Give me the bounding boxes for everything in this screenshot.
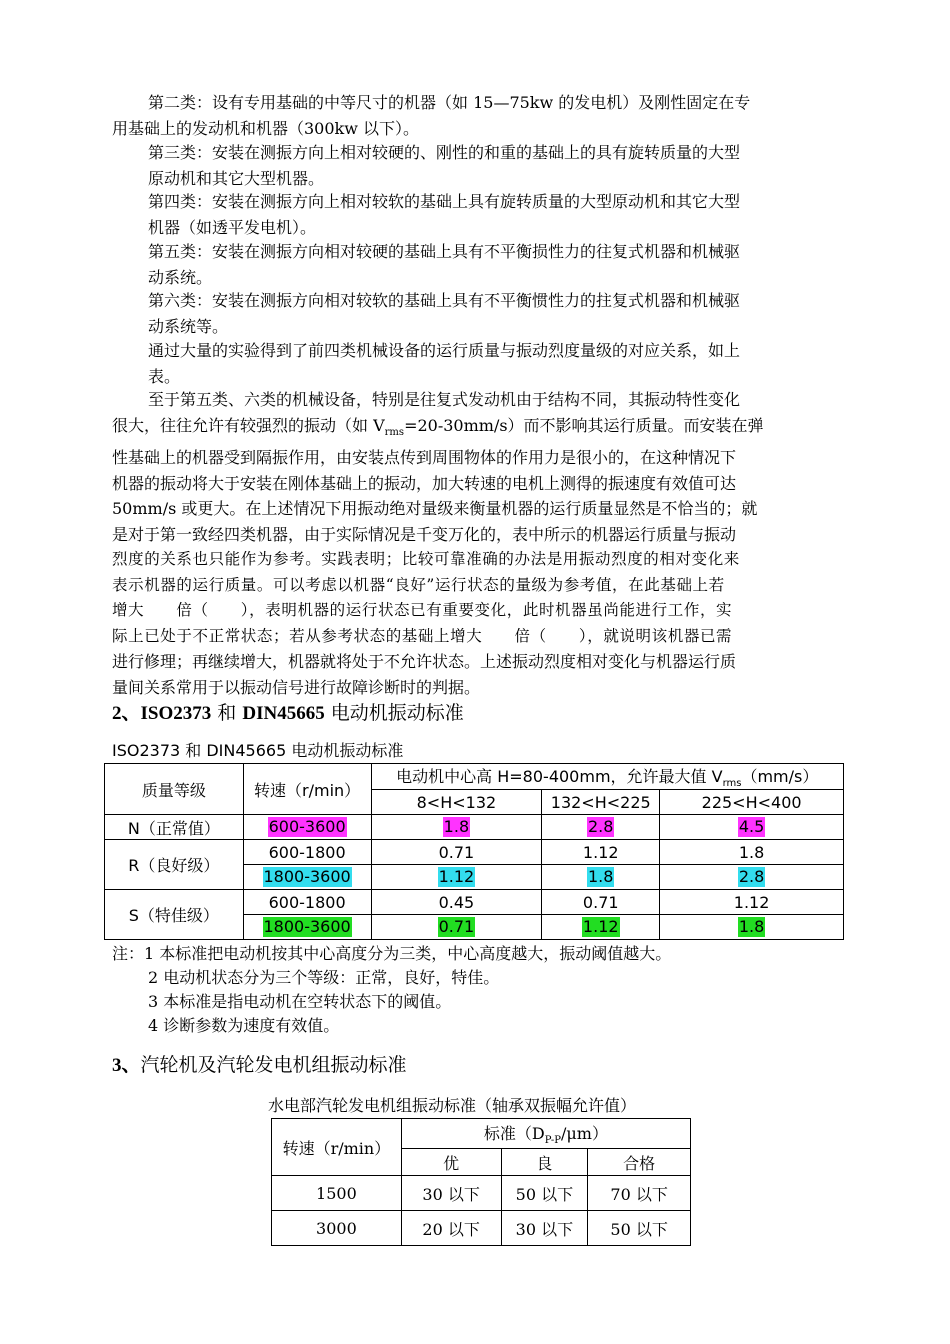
cell-value: 600-1800: [243, 840, 371, 865]
note-line: 2 电动机状态分为三个等级：正常，良好，特佳。: [148, 968, 500, 987]
cell-value: 50 以下: [588, 1211, 691, 1246]
label-r: R（良好级）: [105, 840, 244, 890]
header-group: 电动机中心高 H=80-400mm，允许最大值 $V_{rms}(mm/s)$: [371, 764, 843, 790]
text-line: 量间关系常用于以振动信号进行故障诊断时的判据。: [112, 677, 481, 697]
text-line: 50mm/s 或更大。在上述情况下用振动绝对量级来衡量机器的运行质量显然是不恰当的；就: [112, 499, 758, 519]
table2-caption: 水电部汽轮发电机组振动标准（轴承双振幅允许值）: [268, 1096, 637, 1115]
cell-value: 1.12: [542, 840, 660, 865]
text-line: 第五类：安装在测振方向相对较硬的基础上具有不平衡损性力的往复式机器和机械驱: [148, 242, 741, 261]
note-line: 注：1 本标准把电动机按其中心高度分为三类，中心高度越大，振动阈值越大。: [112, 944, 672, 963]
cell-value: 1.12: [438, 867, 475, 887]
text-line: 用基础上的发动机和机器（300kw 以下）。: [112, 118, 420, 138]
cell-value: 1800-3600: [263, 867, 351, 887]
text-line: 第二类：设有专用基础的中等尺寸的机器（如 15—75kw 的发电机）及刚性固定在专: [148, 93, 751, 112]
cell-value: 1.12: [582, 917, 619, 937]
cell-value: 1.8: [588, 867, 614, 887]
text-line: 表示机器的运行质量。可以考虑以机器“良好”运行状态的量级为参考值，在此基础上若: [112, 575, 725, 594]
table-row: [272, 1211, 691, 1246]
cell-value: 0.71: [371, 840, 542, 865]
cell-value: 0.71: [542, 890, 660, 915]
header-excellent: 优: [401, 1149, 501, 1176]
paragraph-class-5: [112, 239, 860, 290]
header-quality: 质量等级: [105, 764, 244, 815]
text-line: 动系统等。: [148, 316, 229, 336]
cell-value: 20 以下: [401, 1211, 501, 1246]
cell-value: 0.71: [438, 917, 475, 937]
table1-caption: ISO2373 和 DIN45665 电动机振动标准: [112, 741, 404, 760]
cell-value: 70 以下: [588, 1176, 691, 1211]
turbine-vibration-table: [271, 1118, 691, 1246]
table-row: [105, 815, 844, 840]
text-line: 第六类：安装在测振方向相对较软的基础上具有不平衡惯性力的拄复式机器和机械驱: [148, 291, 741, 310]
table1-notes: [112, 942, 671, 1038]
text-line: 际上已处于不正常状态；若从参考状态的基础上增大 倍（ ），就说明该机器已需: [112, 626, 733, 645]
paragraph-reciprocating: [112, 387, 860, 700]
header-h1: 8<H<132: [371, 790, 542, 815]
text-line: 性基础上的机器受到隔振作用，由安装点传到周围物体的作用力是很小的，在这种情况下: [112, 448, 737, 468]
text-line-vrms: 很大，往往允许有较强烈的振动（如 $V_{rms}=20-30mm/s$）而不影响其运行质量。而安装在弹: [112, 415, 764, 438]
header-speed: 转速（r/min）: [272, 1119, 402, 1176]
cell-value: 4.5: [738, 817, 765, 837]
table-row: [105, 890, 844, 915]
text-line: 机器的振动将大于安装在刚体基础上的振动，加大转速的电机上测得的振速度有效值可达: [112, 473, 737, 493]
cell-value: 1.12: [660, 890, 844, 915]
label-n: N（正常值）: [105, 815, 244, 840]
cell-value: 1800-3600: [263, 917, 351, 937]
text-line: 增大 倍（ ），表明机器的运行状态已有重要变化，此时机器虽尚能进行工作，实: [112, 601, 733, 620]
cell-value: 1.8: [738, 917, 765, 937]
label-s: S（特佳级）: [105, 890, 244, 940]
header-good: 良: [501, 1149, 588, 1176]
cell-value: 1500: [272, 1176, 402, 1211]
text-line: 表。: [148, 366, 181, 386]
table-row: [272, 1176, 691, 1211]
cell-value: 30 以下: [401, 1176, 501, 1211]
cell-value: 3000: [272, 1211, 402, 1246]
motor-vibration-table: [104, 763, 844, 940]
cell-value: 600-1800: [243, 890, 371, 915]
paragraph-class-6: [112, 288, 860, 339]
cell-value: 30 以下: [501, 1211, 588, 1246]
cell-value: 1.8: [443, 817, 470, 837]
header-speed: 转速（r/min）: [243, 764, 371, 815]
text-line: 进行修理；再继续增大，机器就将处于不允许状态。上述振动烈度相对变化与机器运行质: [112, 652, 737, 672]
cell-value: 600-3600: [268, 817, 346, 837]
text-line: 是对于第一致经四类机器，由于实际情况是千变万化的，表中所示的机器运行质量与振动: [112, 524, 737, 544]
cell-value: 1.8: [660, 840, 844, 865]
paragraph-class-4: [112, 189, 860, 240]
header-qualified: 合格: [588, 1149, 691, 1176]
text-line: 第四类：安装在测振方向上相对较软的基础上具有旋转质量的大型原动机和其它大型: [148, 192, 741, 211]
note-line: 4 诊断参数为速度有效值。: [148, 1016, 340, 1035]
header-h3: 225<H<400: [660, 790, 844, 815]
note-line: 3 本标准是指电动机在空转状态下的阈值。: [148, 992, 452, 1011]
header-standard: 标准$(D_{P-P}/\mu m)$: [401, 1119, 690, 1149]
section-3-heading: 3、汽轮机及汽轮发电机组振动标准: [112, 1054, 407, 1076]
cell-value: 2.8: [588, 817, 614, 837]
header-h2: 132<H<225: [542, 790, 660, 815]
text-line: 烈度的关系也只能作为参考。实践表明；比较可靠准确的办法是用振动烈度的相对变化来: [112, 550, 740, 569]
text-line: 动系统。: [148, 267, 213, 287]
cell-value: 2.8: [738, 867, 765, 887]
paragraph-class-2: [112, 90, 860, 141]
text-line: 原动机和其它大型机器。: [148, 168, 325, 188]
text-line: 通过大量的实验得到了前四类机械设备的运行质量与振动烈度量级的对应关系，如上: [148, 341, 741, 360]
paragraph-class-3: [112, 140, 860, 191]
section-2-heading: 2、ISO2373 和 DIN45665 电动机振动标准: [112, 702, 464, 724]
text-line: 第三类：安装在测振方向上相对较硬的、刚性的和重的基础上的具有旋转质量的大型: [148, 143, 741, 162]
text-line: 至于第五类、六类的机械设备，特别是往复式发动机由于结构不同，其振动特性变化: [148, 390, 741, 409]
cell-value: 0.45: [371, 890, 542, 915]
table-row: [105, 840, 844, 865]
paragraph-experiment: [112, 338, 860, 389]
cell-value: 50 以下: [501, 1176, 588, 1211]
text-line: 机器（如透平发电机）。: [148, 217, 317, 237]
